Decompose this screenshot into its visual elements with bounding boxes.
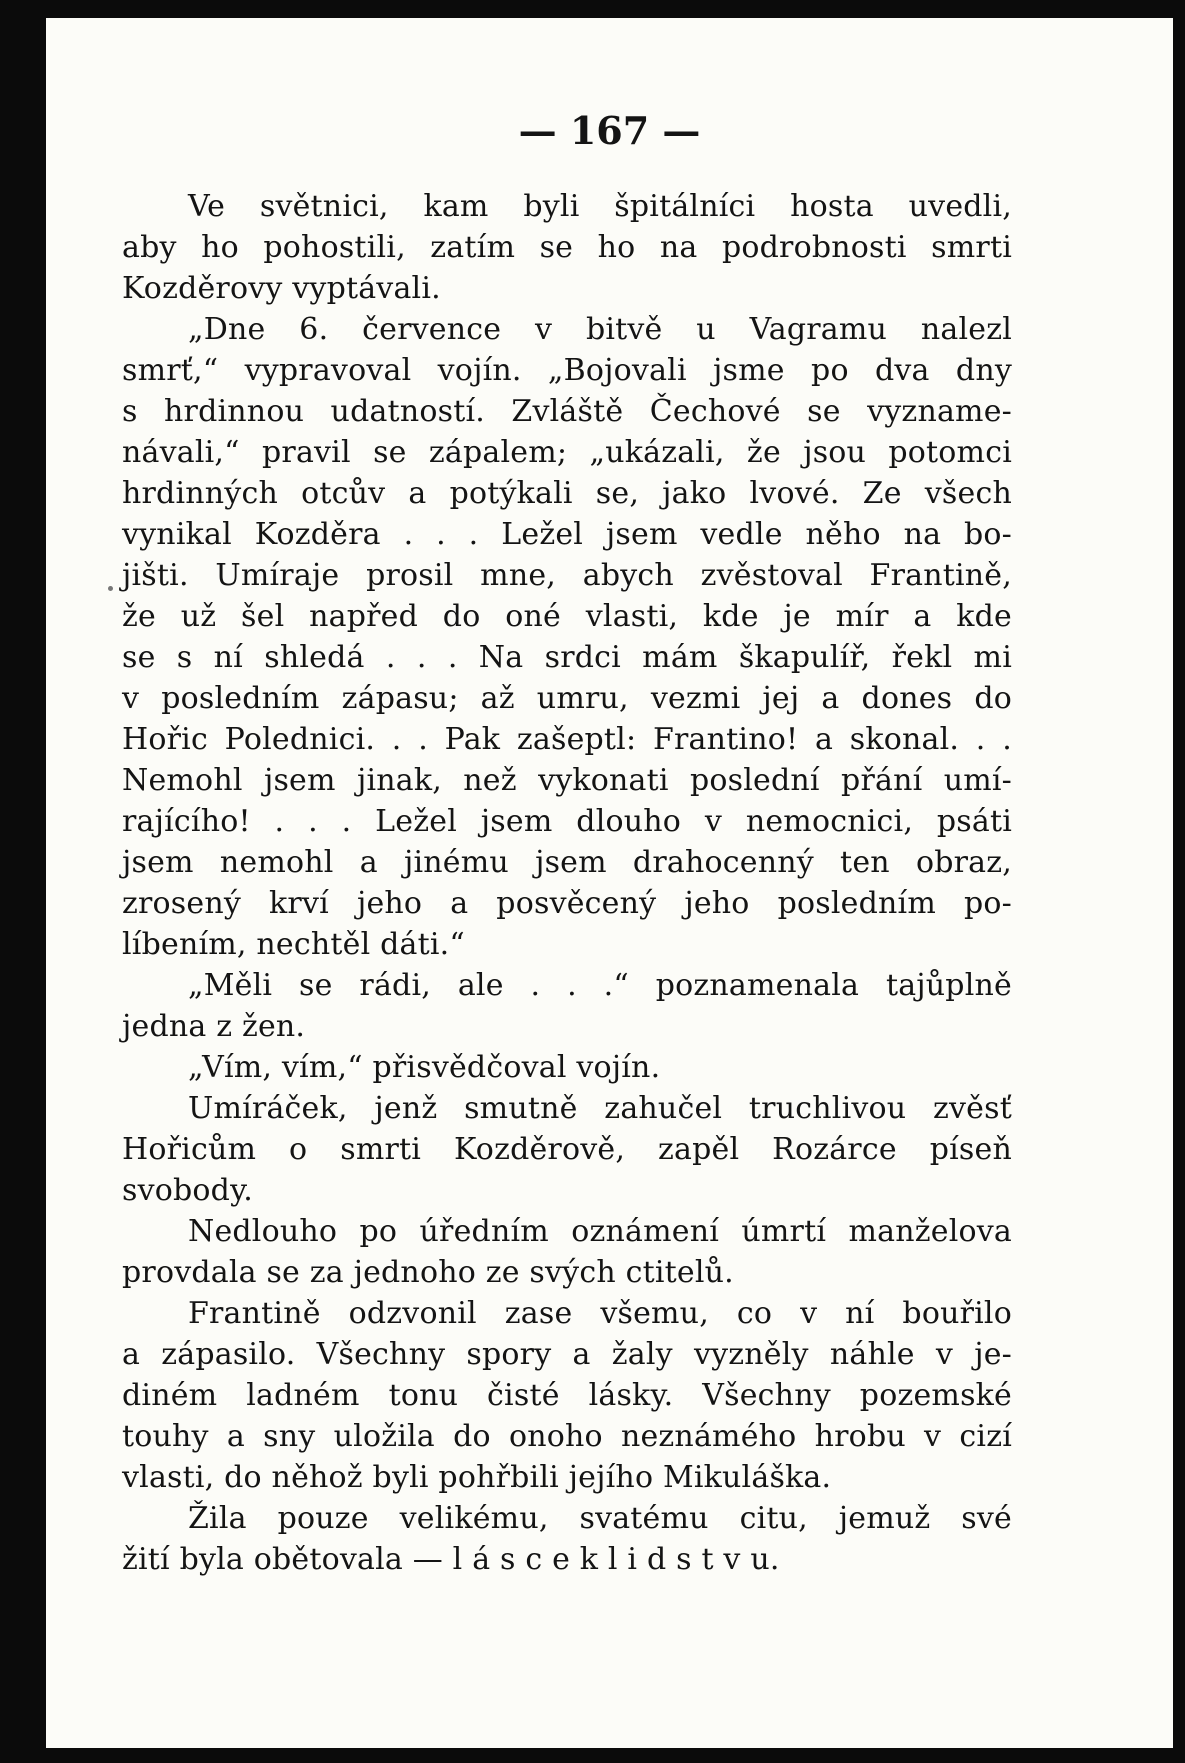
text-line: „Dne 6. července v bitvě u Vagramu nalezl [188, 312, 1012, 347]
text-line: vynikal Kozděra . . . Ležel jsem vedle něho na bo- [122, 517, 1012, 552]
text-line: jišti. Umíraje prosil mne, abych zvěstoval Frantině, [122, 558, 1012, 593]
book-page [46, 18, 1173, 1748]
text-line: s hrdinnou udatností. Zvláště Čechové se vyzname- [122, 394, 1012, 429]
text-line: Hořicům o smrti Kozděrově, zapěl Rozárce píseň [122, 1132, 1012, 1167]
text-line: „Vím, vím,“ přisvědčoval vojín. [188, 1050, 661, 1085]
text-line: touhy a sny uložila do onoho neznámého hrobu v cizí [122, 1419, 1012, 1454]
text-line: se s ní shledá . . . Na srdci mám škapulíř, řekl mi [122, 640, 1012, 675]
text-line: líbením, nechtěl dáti.“ [122, 927, 465, 962]
text-line: Umíráček, jenž smutně zahučel truchlivou zvěsť [188, 1091, 1012, 1126]
text-line: návali,“ pravil se zápalem; „ukázali, že jsou potomci [122, 435, 1012, 470]
scan-speck [108, 586, 113, 591]
text-line: zrosený krví jeho a posvěcený jeho posledním po- [122, 886, 1012, 921]
text-line: vlasti, do něhož byli pohřbili jejího Mikuláška. [122, 1460, 832, 1495]
text-line: provdala se za jednoho ze svých ctitelů. [122, 1255, 734, 1290]
text-line: Žila pouze velikému, svatému citu, jemuž své [188, 1501, 1012, 1536]
text-line: Ve světnici, kam byli špitálníci hosta uvedli, [188, 189, 1012, 224]
text-line: Nedlouho po úředním oznámení úmrtí manželova [188, 1214, 1012, 1249]
text-line: Nemohl jsem jinak, než vykonati poslední přání umí- [122, 763, 1012, 798]
body-text [122, 186, 1012, 1580]
text-line: Frantině odzvonil zase všemu, co v ní bouřilo [188, 1296, 1012, 1331]
text-line: svobody. [122, 1173, 253, 1208]
text-line: Kozděrovy vyptávali. [122, 271, 441, 306]
text-line: „Měli se rádi, ale . . .“ poznamenala tajůplně [188, 968, 1012, 1003]
text-line: smrť,“ vypravoval vojín. „Bojovali jsme po dva dny [122, 353, 1012, 388]
page-number: — 167 — [518, 108, 701, 153]
text-line: žití byla obětovala — l á s c e k l i d s t v u. [122, 1542, 780, 1577]
text-line: rajícího! . . . Ležel jsem dlouho v nemocnici, psáti [122, 804, 1012, 839]
text-line: diném ladném tonu čisté lásky. Všechny pozemské [122, 1378, 1012, 1413]
text-line: hrdinných otcův a potýkali se, jako lvové. Ze všech [122, 476, 1012, 511]
text-line: aby ho pohostili, zatím se ho na podrobnosti smrti [122, 230, 1012, 265]
text-line: Hořic Polednici. . . Pak zašeptl: Frantino! a skonal. . . [122, 722, 1012, 757]
text-line: jsem nemohl a jinému jsem drahocenný ten obraz, [122, 845, 1012, 880]
text-line: jedna z žen. [122, 1009, 306, 1044]
text-line: že už šel napřed do oné vlasti, kde je mír a kde [122, 599, 1012, 634]
text-line: v posledním zápasu; až umru, vezmi jej a dones do [122, 681, 1012, 716]
text-line: a zápasilo. Všechny spory a žaly vyzněly náhle v je- [122, 1337, 1012, 1372]
